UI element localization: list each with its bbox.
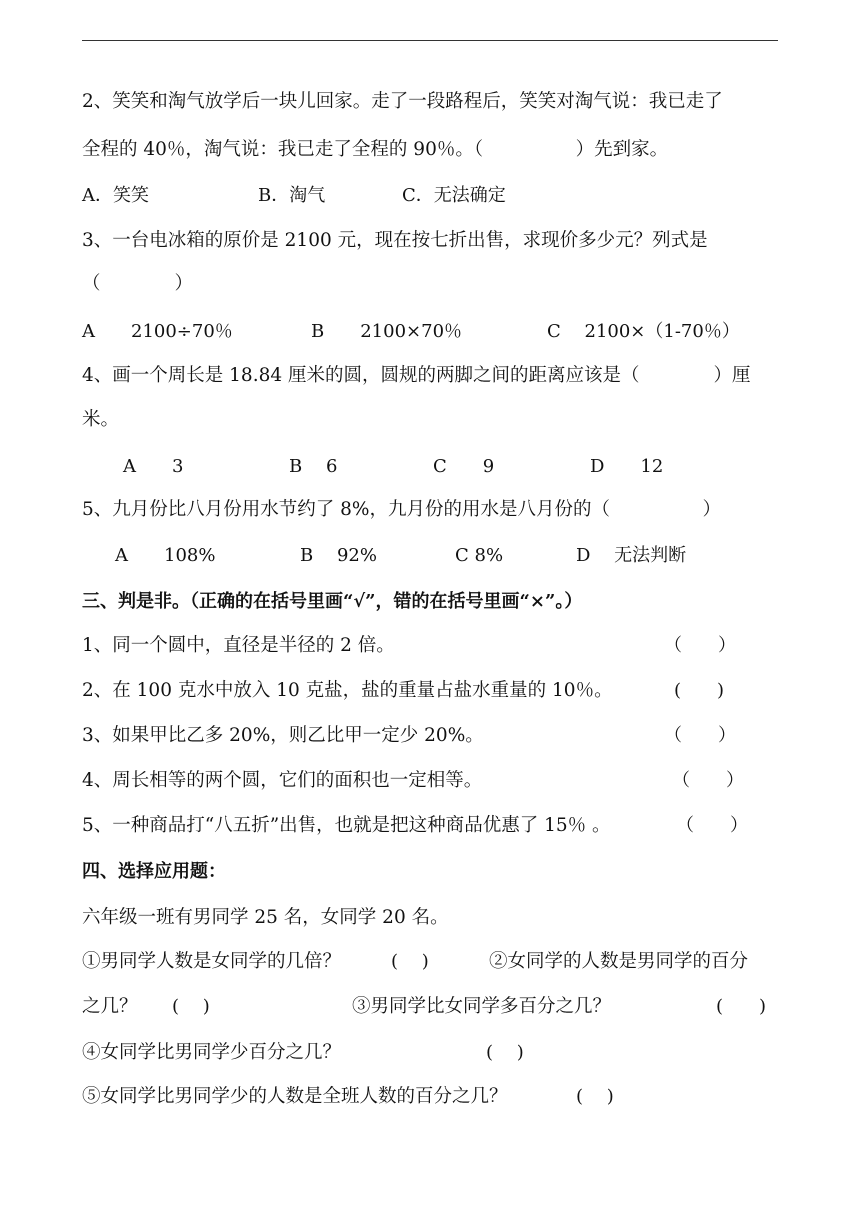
sub-question-5-blank: ( ) <box>576 1086 614 1107</box>
q4-option-c: C 9 <box>433 456 495 477</box>
judge-item-5: 5、一种商品打“八五折”出售，也就是把这种商品优惠了 15％ 。 <box>82 815 611 836</box>
judge-item-3: 3、如果甲比乙多 20%，则乙比甲一定少 20%。 <box>82 725 484 746</box>
q5-option-a: A 108% <box>115 545 216 566</box>
q3-option-a: A 2100÷70％ <box>82 321 233 342</box>
q4-option-a: A 3 <box>123 456 184 477</box>
q4-line2: 米。 <box>82 409 120 430</box>
sub-question-4-blank: ( ) <box>486 1042 524 1063</box>
q5-option-b: B 92% <box>300 545 377 566</box>
sub-question-1-blank: ( ) <box>391 951 429 972</box>
q2-option-b: B．淘气 <box>258 185 326 206</box>
q5-option-d: D 无法判断 <box>576 545 687 566</box>
judge-blank-1: （ ） <box>664 635 736 656</box>
q3-option-b: B 2100×70％ <box>311 321 463 342</box>
q4-line1: 4、画一个周长是 18.84 厘米的圆，圆规的两脚之间的距离应该是（ ）厘 <box>82 365 751 386</box>
q5-option-c: C 8% <box>455 545 504 566</box>
sub-question-3: ③男同学比女同学多百分之几？ <box>352 996 612 1017</box>
sub-question-2-part1: ②女同学的人数是男同学的百分 <box>489 951 749 972</box>
sub-question-1: ①男同学人数是女同学的几倍？ <box>82 951 342 972</box>
sub-question-4: ④女同学比男同学少百分之几？ <box>82 1042 342 1063</box>
q3-line1: 3、一台电冰箱的原价是 2100 元，现在按七折出售，求现价多少元？列式是 <box>82 230 708 251</box>
section4-heading: 四、选择应用题： <box>82 861 226 882</box>
q2-option-c: C．无法确定 <box>402 185 506 206</box>
q4-option-b: B 6 <box>289 456 338 477</box>
judge-item-2: 2、在 100 克水中放入 10 克盐，盐的重量占盐水重量的 10％。 <box>82 680 613 701</box>
q2-line1: 2、笑笑和淘气放学后一块儿回家。走了一段路程后，笑笑对淘气说：我已走了 <box>82 91 723 112</box>
q4-option-d: D 12 <box>590 456 664 477</box>
section4-intro: 六年级一班有男同学 25 名，女同学 20 名。 <box>82 907 449 928</box>
sub-question-3-blank: ( ) <box>716 996 767 1017</box>
q5-line1: 5、九月份比八月份用水节约了 8%，九月份的用水是八月份的（ ） <box>82 499 722 520</box>
judge-blank-3: （ ） <box>664 725 736 746</box>
judge-blank-2: ( ) <box>674 680 725 701</box>
judge-blank-4: （ ） <box>672 770 744 791</box>
judge-item-1: 1、同一个圆中，直径是半径的 2 倍。 <box>82 635 395 656</box>
sub-question-2-part2: 之几？ <box>82 996 138 1017</box>
q3-option-c: C 2100×（1-70％） <box>547 321 740 342</box>
judge-blank-5: （ ） <box>676 815 748 836</box>
sub-question-5: ⑤女同学比男同学少的人数是全班人数的百分之几？ <box>82 1086 508 1107</box>
q3-line2: （ ） <box>82 273 194 294</box>
judge-item-4: 4、周长相等的两个圆，它们的面积也一定相等。 <box>82 770 483 791</box>
sub-question-2-blank: ( ) <box>172 996 210 1017</box>
q2-option-a: A．笑笑 <box>82 185 149 206</box>
q2-line2: 全程的 40％，淘气说：我已走了全程的 90％。（ ）先到家。 <box>82 139 669 160</box>
section3-heading: 三、判是非。（正确的在括号里画“√”，错的在括号里画“×”。） <box>82 591 583 612</box>
header-rule <box>82 40 778 41</box>
